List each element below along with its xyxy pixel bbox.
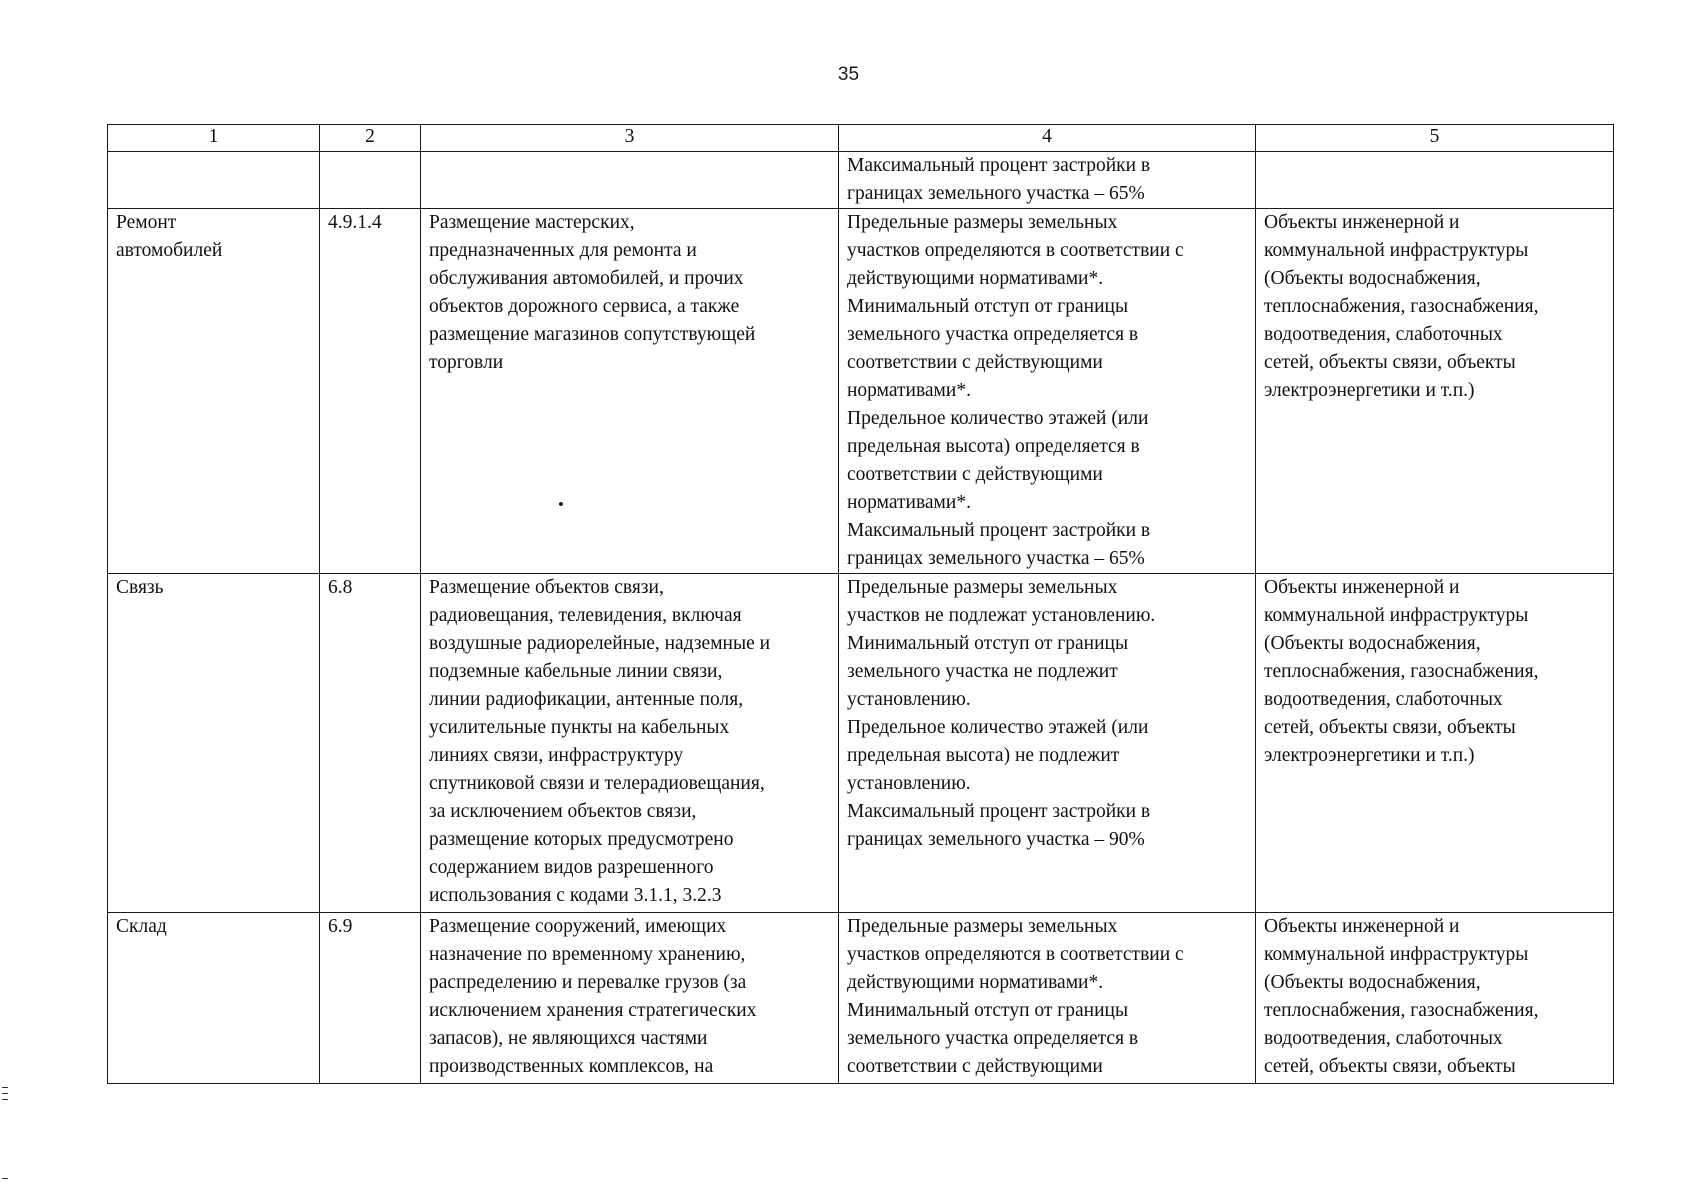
column-header-3: 3	[421, 125, 839, 152]
zoning-table	[107, 124, 1614, 1084]
limit-parameters-cell: Предельные размеры земельных участков определяются в соответствии с действующими нормативами*. Минимальный отступ от границы земельного участка определяется в соответствии с действующими нормативами*. Предельное количество этажей (или предельная высота) определяется в соответствии с действующими нормативами*. Максимальный процент застройки в границах земельного участка – 65%	[839, 209, 1256, 574]
page-number: 35	[837, 64, 860, 85]
use-name-cell	[108, 152, 320, 209]
table-row-communication	[108, 574, 1614, 913]
limit-parameters-cell: Максимальный процент застройки в границах земельного участка – 65%	[839, 152, 1256, 209]
use-code-cell	[320, 152, 421, 209]
margin-mark	[2, 1099, 8, 1100]
limit-parameters-cell: Предельные размеры земельных участков не подлежат установлению. Минимальный отступ от границы земельного участка не подлежит установлению. Предельное количество этажей (или предельная высота) не подлежит установлению. Максимальный процент застройки в границах земельного участка – 90%	[839, 574, 1256, 913]
margin-mark	[2, 1093, 8, 1094]
table-header-row	[108, 125, 1614, 152]
column-header-4: 4	[839, 125, 1256, 152]
use-code-cell: 6.9	[320, 913, 421, 1084]
use-code-cell: 6.8	[320, 574, 421, 913]
column-header-2: 2	[320, 125, 421, 152]
table-row-warehouse	[108, 913, 1614, 1084]
use-description-cell: Размещение сооружений, имеющих назначение по временному хранению, распределению и перевалке грузов (за исключением хранения стратегических запасов), не являющихся частями производственных комплексов, на	[421, 913, 839, 1084]
use-name-cell: Связь	[108, 574, 320, 913]
column-header-1: 1	[108, 125, 320, 152]
use-code-cell: 4.9.1.4	[320, 209, 421, 574]
scan-speck	[559, 502, 563, 506]
margin-mark	[2, 1178, 8, 1179]
use-description-cell: Размещение объектов связи, радиовещания, телевидения, включая воздушные радиорелейные, надземные и подземные кабельные линии связи, линии радиофикации, антенные поля, усилительные пункты на кабельных линиях связи, инфраструктуру спутниковой связи и телерадиовещания, за исключением объектов связи, размещение которых предусмотрено содержанием видов разрешенного использования с кодами 3.1.1, 3.2.3	[421, 574, 839, 913]
use-description-cell	[421, 152, 839, 209]
margin-mark	[2, 1087, 8, 1088]
auxiliary-objects-cell	[1256, 152, 1614, 209]
table-row-continuation	[108, 152, 1614, 209]
table-row-car-repair	[108, 209, 1614, 574]
auxiliary-objects-cell: Объекты инженерной и коммунальной инфраструктуры (Объекты водоснабжения, теплоснабжения, газоснабжения, водоотведения, слаботочных сетей, объекты связи, объекты	[1256, 913, 1614, 1084]
use-description-cell: Размещение мастерских, предназначенных для ремонта и обслуживания автомобилей, и прочих объектов дорожного сервиса, а также размещение магазинов сопутствующей торговли	[421, 209, 839, 574]
auxiliary-objects-cell: Объекты инженерной и коммунальной инфраструктуры (Объекты водоснабжения, теплоснабжения, газоснабжения, водоотведения, слаботочных сетей, объекты связи, объекты электроэнергетики и т.п.)	[1256, 209, 1614, 574]
column-header-5: 5	[1256, 125, 1614, 152]
limit-parameters-cell: Предельные размеры земельных участков определяются в соответствии с действующими нормативами*. Минимальный отступ от границы земельного участка определяется в соответствии с действующими	[839, 913, 1256, 1084]
use-name-cell: Склад	[108, 913, 320, 1084]
use-name-cell: Ремонт автомобилей	[108, 209, 320, 574]
auxiliary-objects-cell: Объекты инженерной и коммунальной инфраструктуры (Объекты водоснабжения, теплоснабжения, газоснабжения, водоотведения, слаботочных сетей, объекты связи, объекты электроэнергетики и т.п.)	[1256, 574, 1614, 913]
